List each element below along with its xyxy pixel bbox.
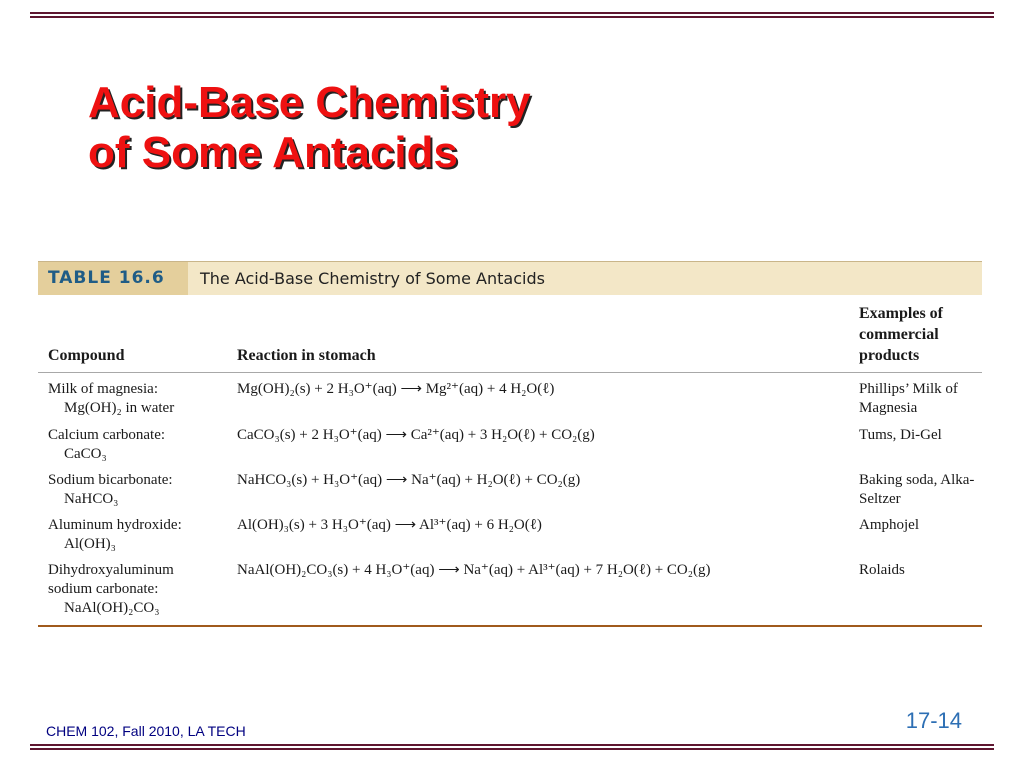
reaction-cell: Mg(OH)₂(s) + 2 H₃O⁺(aq) ⟶ Mg²⁺(aq) + 4 H₂O(ℓ) <box>237 381 555 397</box>
compound-name: Aluminum hydroxide: <box>48 517 182 533</box>
top-rule <box>30 12 994 18</box>
compound-cell <box>48 561 218 618</box>
reaction-cell: CaCO₃(s) + 2 H₃O⁺(aq) ⟶ Ca²⁺(aq) + 3 H₂O(ℓ) + CO₂(g) <box>237 427 595 443</box>
page-number: 17-14 <box>905 708 962 733</box>
products-cell: Rolaids <box>859 562 905 578</box>
reaction-cell: NaAl(OH)₂CO₃(s) + 4 H₃O⁺(aq) ⟶ Na⁺(aq) + Al³⁺(aq) + 7 H₂O(ℓ) + CO₂(g) <box>237 562 711 578</box>
compound-name: Dihydroxyaluminum sodium carbonate: <box>48 562 174 597</box>
compound-cell <box>48 426 233 464</box>
compound-cell <box>48 380 233 418</box>
footer-text: CHEM 102, Fall 2010, LA TECH <box>46 723 246 739</box>
compound-header: Compound <box>48 347 125 364</box>
reaction-header: Reaction in stomach <box>237 347 376 364</box>
compound-cell <box>48 516 233 554</box>
table-bottom-rule <box>38 625 982 627</box>
examples-header: Examples of commercial products <box>859 305 943 364</box>
products-cell: Amphojel <box>859 517 919 533</box>
reaction-cell: NaHCO₃(s) + H₃O⁺(aq) ⟶ Na⁺(aq) + H₂O(ℓ) + CO₂(g) <box>237 472 581 488</box>
compound-formula: Mg(OH)₂ in water <box>64 400 175 416</box>
table-caption: The Acid-Base Chemistry of Some Antacids <box>200 269 545 288</box>
column-headers <box>38 295 982 373</box>
compound-formula: CaCO₃ <box>64 446 107 462</box>
bottom-rule <box>30 744 994 750</box>
products-cell: Tums, Di-Gel <box>859 427 942 443</box>
slide-title <box>88 78 531 178</box>
compound-formula: NaAl(OH)₂CO₃ <box>64 600 160 616</box>
compound-name: Calcium carbonate: <box>48 427 166 443</box>
reaction-cell: Al(OH)₃(s) + 3 H₃O⁺(aq) ⟶ Al³⁺(aq) + 6 H₂O(ℓ) <box>237 517 542 533</box>
products-cell: Phillips’ Milk of Magnesia <box>859 381 958 416</box>
compound-formula: Al(OH)₃ <box>64 536 116 552</box>
table-header-bar <box>38 261 982 295</box>
antacids-table <box>38 261 982 616</box>
table-number: TABLE 16.6 <box>38 262 188 295</box>
compound-cell <box>48 471 233 509</box>
title-line-2: of Some Antacids <box>88 128 458 177</box>
compound-name: Sodium bicarbonate: <box>48 472 173 488</box>
products-cell: Baking soda, Alka-Seltzer <box>859 472 975 507</box>
title-line-1: Acid-Base Chemistry <box>88 78 531 127</box>
compound-name: Milk of magnesia: <box>48 381 158 397</box>
compound-formula: NaHCO₃ <box>64 491 119 507</box>
